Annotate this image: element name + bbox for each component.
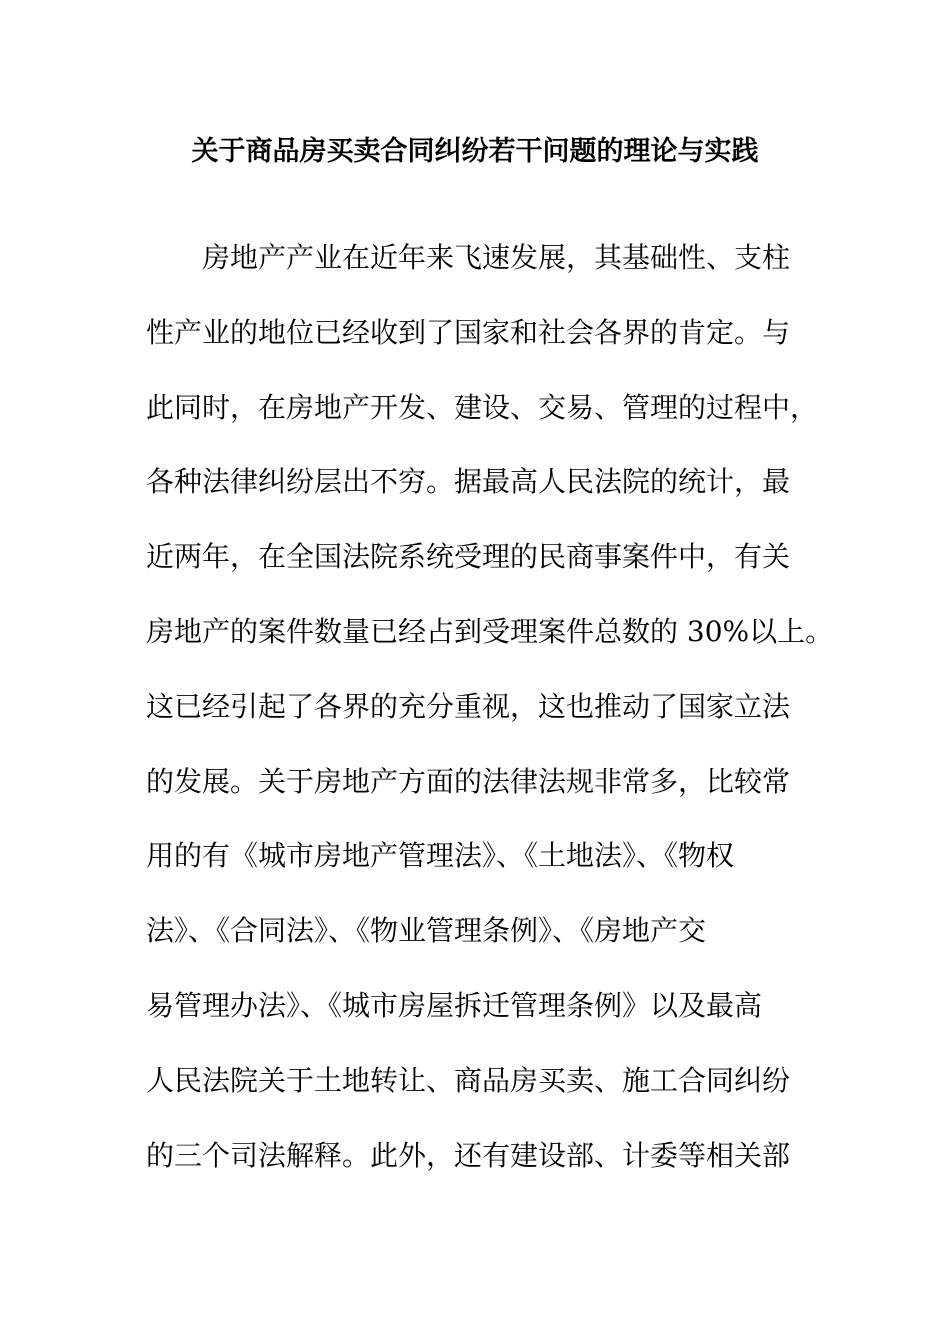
paragraph-line: 性产业的地位已经收到了国家和社会各界的肯定。与 (146, 315, 791, 349)
paragraph-line: 法》、《合同法》、《物业管理条例》、《房地产交 (146, 914, 707, 948)
paragraph-line: 易管理办法》、《城市房屋拆迁管理条例》以及最高 (146, 988, 763, 1022)
paragraph-line: 近两年，在全国法院系统受理的民商事案件中，有关 (146, 540, 791, 574)
paragraph-line: 各种法律纠纷层出不穷。据最高人民法院的统计，最 (146, 465, 791, 499)
paragraph-line: 的三个司法解释。此外，还有建设部、计委等相关部 (146, 1138, 791, 1172)
paragraph-line: 房地产产业在近年来飞速发展，其基础性、支柱 (202, 241, 791, 274)
paragraph-line: 人民法院关于土地转让、商品房买卖、施工合同纠纷 (146, 1063, 791, 1097)
paragraph-line: 用的有《城市房地产管理法》、《土地法》、《物权 (146, 839, 735, 873)
paragraph-line: 此同时，在房地产开发、建设、交易、管理的过程中， (146, 390, 819, 424)
paragraph-line: 房地产的案件数量已经占到受理案件总数的 30%以上。 (146, 614, 834, 648)
paragraph-line: 这已经引起了各界的充分重视，这也推动了国家立法 (146, 689, 791, 723)
paragraph-line: 的发展。关于房地产方面的法律法规非常多，比较常 (146, 764, 791, 798)
document-title: 关于商品房买卖合同纠纷若干问题的理论与实践 (191, 136, 759, 167)
body-paragraph (146, 238, 846, 1210)
